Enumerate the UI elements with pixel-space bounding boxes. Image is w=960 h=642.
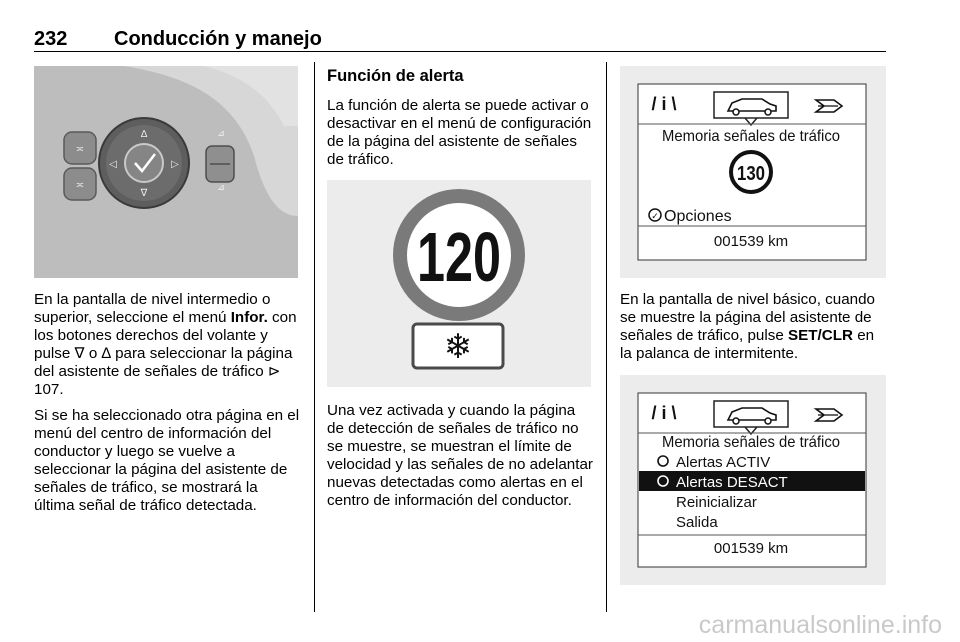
page-header xyxy=(34,28,886,52)
display2-title: Memoria señales de tráfico xyxy=(662,434,841,451)
speed-limit-number: 120 xyxy=(417,218,501,296)
display-figure-2 xyxy=(620,375,886,585)
steering-wheel-figure xyxy=(34,66,298,278)
page-number: 232 xyxy=(34,28,68,50)
svg-text:⊿: ⊿ xyxy=(217,128,225,138)
col2-paragraph-2: Una vez activada y cuando la página de detección de señales de tráfico no se muestre, se muestran el límite de velocidad y las señales de no adelantar nuevas detectadas como alertas en el centro de información del conductor. xyxy=(327,402,593,509)
menu-item-exit: Salida xyxy=(676,514,718,531)
svg-text:⊿: ⊿ xyxy=(217,182,225,192)
column-divider-1 xyxy=(314,62,315,612)
options-label: Opciones xyxy=(664,208,732,225)
speed-limit-figure xyxy=(327,180,591,387)
svg-text:≍: ≍ xyxy=(75,180,85,191)
down-button-glyph: ∇ xyxy=(74,345,85,362)
menu-item-alerts-on: Alertas ACTIV xyxy=(676,454,771,471)
lane-assist-tab-icon: / i \ xyxy=(651,94,677,114)
snowflake-icon: ❄ xyxy=(443,328,473,366)
display1-odometer: 001539 km xyxy=(713,233,789,250)
page-reference-arrow: ⊳ xyxy=(267,363,281,380)
set-clr-label: SET/CLR xyxy=(788,327,853,344)
svg-text:≍: ≍ xyxy=(75,144,85,155)
column-divider-2 xyxy=(606,62,607,612)
svg-text:▷: ▷ xyxy=(171,159,179,170)
steering-wheel-illustration xyxy=(34,66,298,278)
svg-text:✓: ✓ xyxy=(651,211,659,221)
menu-item-reset: Reinicializar xyxy=(676,494,757,511)
display2-odometer: 001539 km xyxy=(713,540,789,557)
lane-assist-tab-icon-2: / i \ xyxy=(651,403,677,423)
watermark: carmanualsonline.info xyxy=(698,611,942,639)
col1-paragraph-2: Si se ha seleccionado otra página en el menú del centro de información del conductor y luego se vuelve a seleccionar la página del asistente de señales de tráfico, se mostrará la última señal de tráfico detectada. xyxy=(34,407,300,514)
display1-speed-number: 130 xyxy=(737,163,765,185)
car-tab-2 xyxy=(714,401,788,427)
col2-paragraph-1: La función de alerta se puede activar o desactivar en el menú de configuración de la página del asistente de señales de tráfico. xyxy=(327,97,592,168)
header-rule xyxy=(34,51,886,52)
page-title: Conducción y manejo xyxy=(114,28,322,50)
svg-text:∆: ∆ xyxy=(140,129,148,140)
up-button-glyph: ∆ xyxy=(101,345,111,362)
menu-item-alerts-off: Alertas DESACT xyxy=(676,474,788,491)
svg-text:∇: ∇ xyxy=(140,188,148,199)
col3-paragraph-1: En la pantalla de nivel básico, cuando se muestre la página del asistente de señales de tráfico, pulse SET/CLR en la palanca de intermitente. xyxy=(620,291,875,362)
menu-label-infor: Infor. xyxy=(230,309,268,326)
display1-title: Memoria señales de tráfico xyxy=(662,128,841,145)
display-figure-1 xyxy=(620,66,886,278)
car-tab xyxy=(714,92,788,118)
section-heading: Función de alerta xyxy=(327,67,464,85)
svg-text:◁: ◁ xyxy=(109,159,117,170)
col1-paragraph-1: En la pantalla de nivel intermedio o superior, seleccione el menú Infor. con los botones derechos del volante y pulse ∇ o ∆ para seleccionar la página del asistente de señales de tráfico ⊳ 107. xyxy=(34,291,297,398)
